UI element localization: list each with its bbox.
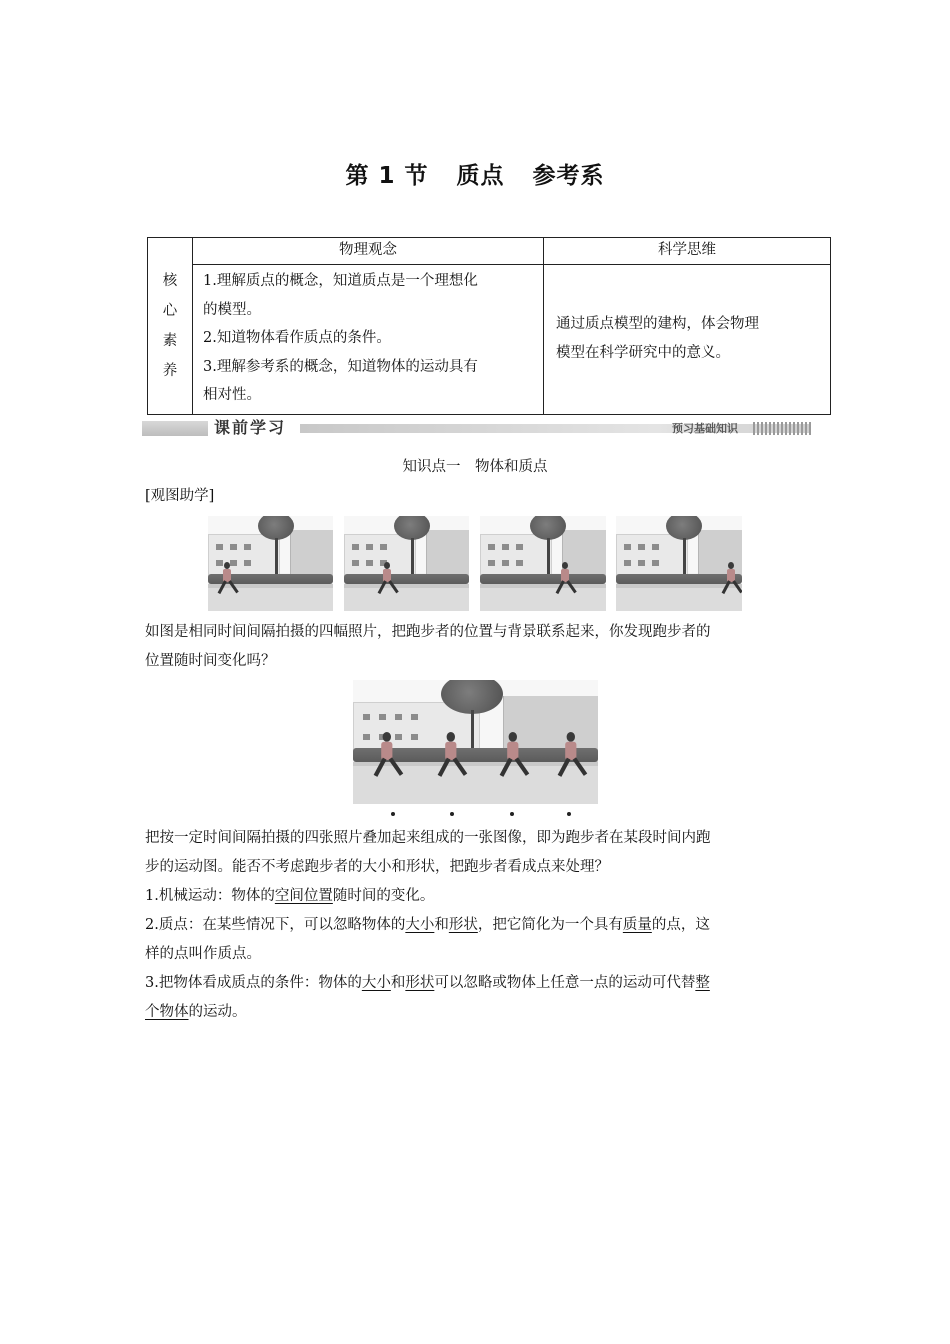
text-span: 的运动。 [188,1004,247,1020]
header-physics-concept: 物理观念 [193,238,544,265]
bar-stripes [753,422,813,435]
text-span: 3.把物体看成质点的条件：物体的 [145,975,362,991]
text-span: 的点，这 [651,917,710,933]
text-span: 随时间的变化。 [332,888,435,904]
concept-line: 1.理解质点的概念，知道质点是一个理想化 [203,273,478,289]
text-line: 位置随时间变化吗？ [145,653,276,669]
runner-photo-3 [480,516,606,611]
key-term: 个物体 [145,1004,189,1020]
knowledge-point-title: 知识点一 物体和质点 [402,459,548,475]
concept-line: 2.知道物体看作质点的条件。 [203,330,391,346]
side-char: 核 [162,272,178,289]
paragraph-intro [145,618,809,676]
title-part2: 参考系 [532,163,605,189]
concept-line: 3.理解参考系的概念，知道物体的运动具有 [203,358,478,375]
key-term: 大小 [361,975,391,991]
position-dot [510,812,514,816]
section-subtitle: 预习基础知识 [672,422,738,435]
position-dot [567,812,571,816]
bar-decoration-left [142,421,208,436]
thinking-line: 模型在科学研究中的意义。 [556,345,730,362]
side-char: 素 [162,332,178,349]
concept-line: 的模型。 [203,301,261,318]
position-dot [450,812,454,816]
key-term: 形状 [448,917,478,933]
core-literacy-table [147,237,831,415]
section-title: 课前学习 [214,418,287,437]
text-span: 1.机械运动：物体的 [145,888,275,904]
key-term: 形状 [405,975,435,991]
runner-photo-4 [616,516,742,611]
thinking-line: 通过质点模型的建构，体会物理 [556,316,759,333]
text-line: 如图是相同时间间隔拍摄的四幅照片，把跑步者的位置与背景联系起来，你发现跑步者的 [145,624,711,640]
observe-label: [观图助学] [145,488,215,504]
physics-concept-cell [193,265,544,415]
title-part1: 质点 [456,163,505,189]
position-dot [391,812,395,816]
text-span: ，把它简化为一个具有 [477,917,623,933]
text-line: 把按一定时间间隔拍摄的四张照片叠加起来组成的一张图像，即为跑步者在某段时间内跑 [145,830,711,846]
paragraph-motion-diagram [145,824,809,882]
point-particle-condition [145,969,809,1027]
text-span: 2.质点：在某些情况下，可以忽略物体的 [145,917,406,933]
text-line: 样的点叫作质点。 [145,946,261,962]
point-mechanical-motion [145,882,809,911]
page-title [0,157,950,190]
section-number: 第 1 节 [345,163,429,189]
text-span: 和 [390,975,406,991]
key-term: 整 [695,975,710,991]
text-line: 步的运动图。能否不考虑跑步者的大小和形状，把跑步者看成点来处理？ [145,859,609,875]
side-char: 心 [162,302,178,319]
composite-motion-photo [353,680,598,804]
text-span: 可以忽略或物体上任意一点的运动可代替 [434,975,696,991]
scientific-thinking-cell [544,265,831,415]
point-particle [145,911,809,969]
text-span: 和 [434,917,449,933]
core-literacy-label [148,238,193,415]
runner-photo-2 [344,516,469,611]
concept-line: 相对性。 [203,387,261,403]
side-char: 养 [162,362,178,379]
section-header-bar [142,418,814,440]
key-term: 空间位置 [274,888,333,904]
key-term: 质量 [622,917,652,933]
runner-photo-1 [208,516,333,611]
header-scientific-thinking: 科学思维 [544,238,831,265]
key-term: 大小 [405,917,435,933]
